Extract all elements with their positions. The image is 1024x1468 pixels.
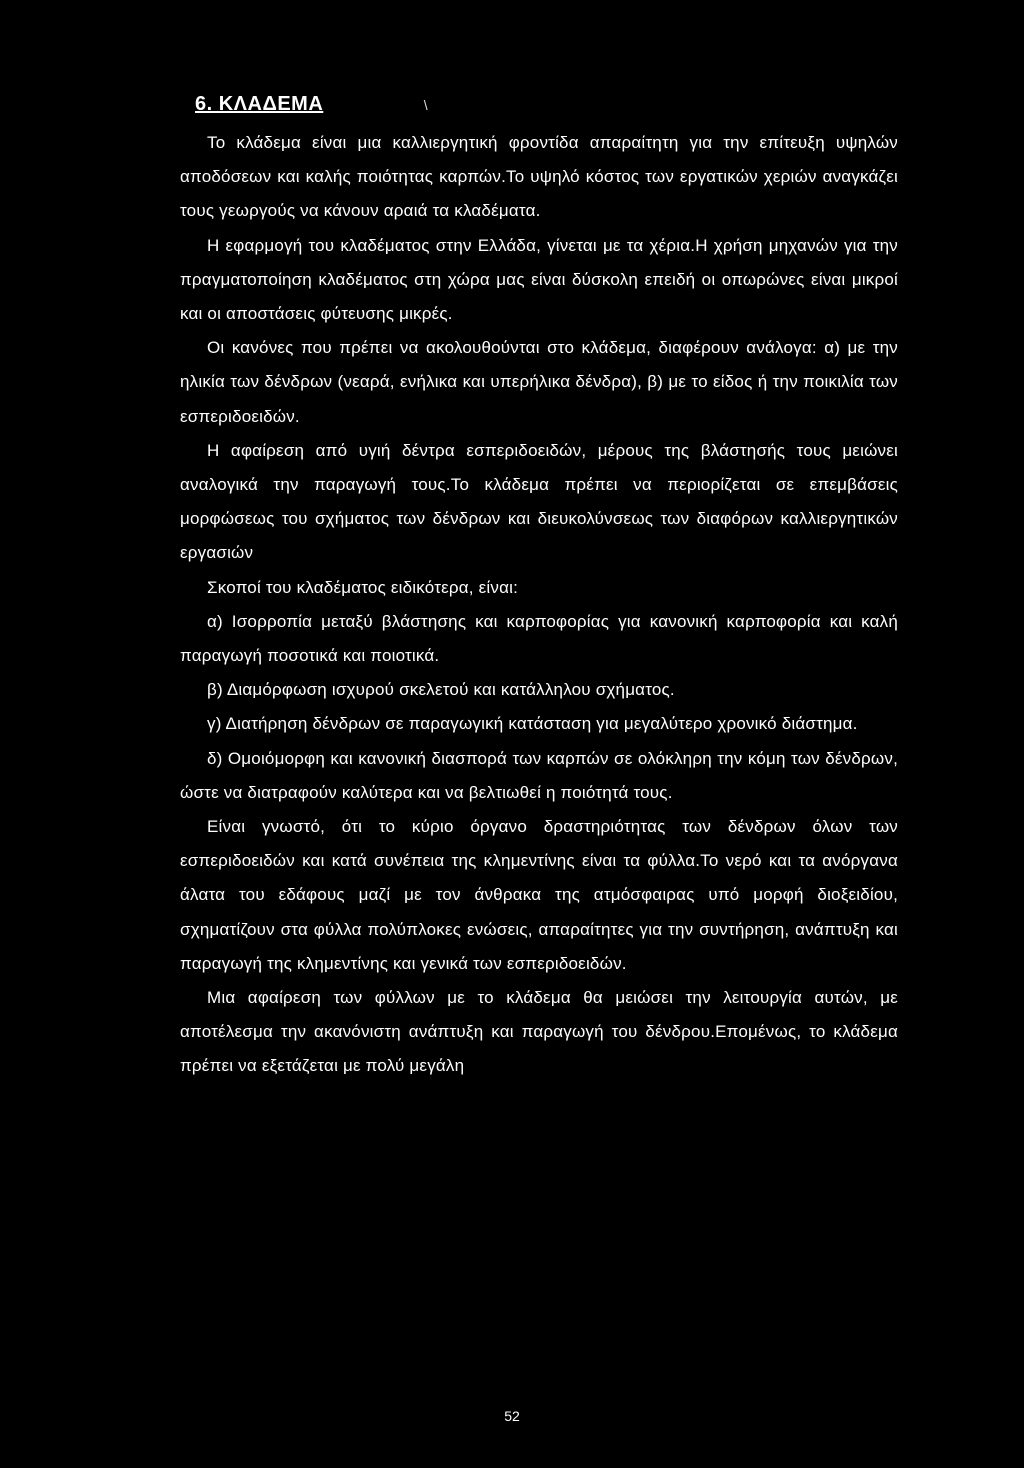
stray-mark: \ [423, 97, 428, 113]
paragraph-application: Η εφαρμογή του κλαδέματος στην Ελλάδα, γίνεται με τα χέρια.Η χρήση μηχανών για την πραγματοποίηση κλαδέματος στη χώρα μας είναι δύσκολη επειδή οι οπωρώνες είναι μικροί και οι αποστάσεις φύτευσης μικρές. [180, 235, 898, 324]
list-item-b: β) Διαμόρφωση ισχυρού σκελετού και κατάλληλου σχήματος. [207, 680, 675, 700]
body-text [180, 126, 898, 1084]
list-item-d: δ) Ομοιόμορφη και κανονική διασπορά των καρπών σε ολόκληρη την κόμη των δένδρων, ώστε να διατραφούν καλύτερα και να βελτιωθεί η ποιότητά τους. [180, 748, 898, 802]
document-page [180, 92, 898, 1084]
paragraph-leaves: Είναι γνωστό, ότι το κύριο όργανο δραστηριότητας των δένδρων όλων των εσπεριδοειδών και κατά συνέπεια της κλημεντίνης είναι τα φύλλα.Το νερό και τα ανόργανα άλατα του εδάφους μαζί με τον άνθρακα της ατμόσφαιρας υπό μορφή διοξειδίου, σχηματίζουν στα φύλλα πολύπλοκες ενώσεις, απαραίτητες για την συντήρηση, ανάπτυξη και παραγωγή της κλημεντίνης και γενικά των εσπεριδοειδών. [180, 817, 898, 973]
list-item-c: γ) Διατήρηση δένδρων σε παραγωγική κατάσταση για μεγαλύτερο χρονικό διάστημα. [207, 714, 858, 734]
paragraph-removal: Η αφαίρεση από υγιή δέντρα εσπεριδοειδών, μέρους της βλάστησής τους μειώνει αναλογικά την παραγωγή τους.Το κλάδεμα πρέπει να περιορίζεται σε επεμβάσεις μορφώσεως του σχήματος των δένδρων και διευκολύνσεως των διαφόρων καλλιεργητικών εργασιών [180, 440, 898, 563]
paragraph-rules: Οι κανόνες που πρέπει να ακολουθούνται στο κλάδεμα, διαφέρουν ανάλογα: α) με την ηλικία των δένδρων (νεαρά, ενήλικα και υπερήλικα δένδρα), β) με το είδος ή την ποικιλία των εσπεριδοειδών. [180, 338, 898, 426]
paragraph-goals-intro: Σκοποί του κλαδέματος ειδικότερα, είναι: [207, 577, 519, 597]
page-number: 52 [504, 1408, 520, 1424]
section-heading [195, 92, 323, 116]
section-title: 6. ΚΛΑΔΕΜΑ [195, 93, 324, 115]
paragraph-conclusion: Μια αφαίρεση των φύλλων με το κλάδεμα θα μειώσει την λειτουργία αυτών, με αποτέλεσμα την ακανόνιστη ανάπτυξη και παραγωγή του δένδρου.Επομένως, το κλάδεμα πρέπει να εξετάζεται με πολύ μεγάλη [180, 988, 898, 1076]
paragraph-intro: Το κλάδεμα είναι μια καλλιεργητική φροντίδα απαραίτητη για την επίτευξη υψηλών αποδόσεων και καλής ποιότητας καρπών.Το υψηλό κόστος των εργατικών χεριών αναγκάζει τους γεωργούς να κάνουν αραιά τα κλαδέματα. [180, 133, 898, 221]
list-item-a: α) Ισορροπία μεταξύ βλάστησης και καρποφορίας για κανονική καρποφορία και καλή παραγωγή ποσοτικά και ποιοτικά. [180, 611, 898, 666]
